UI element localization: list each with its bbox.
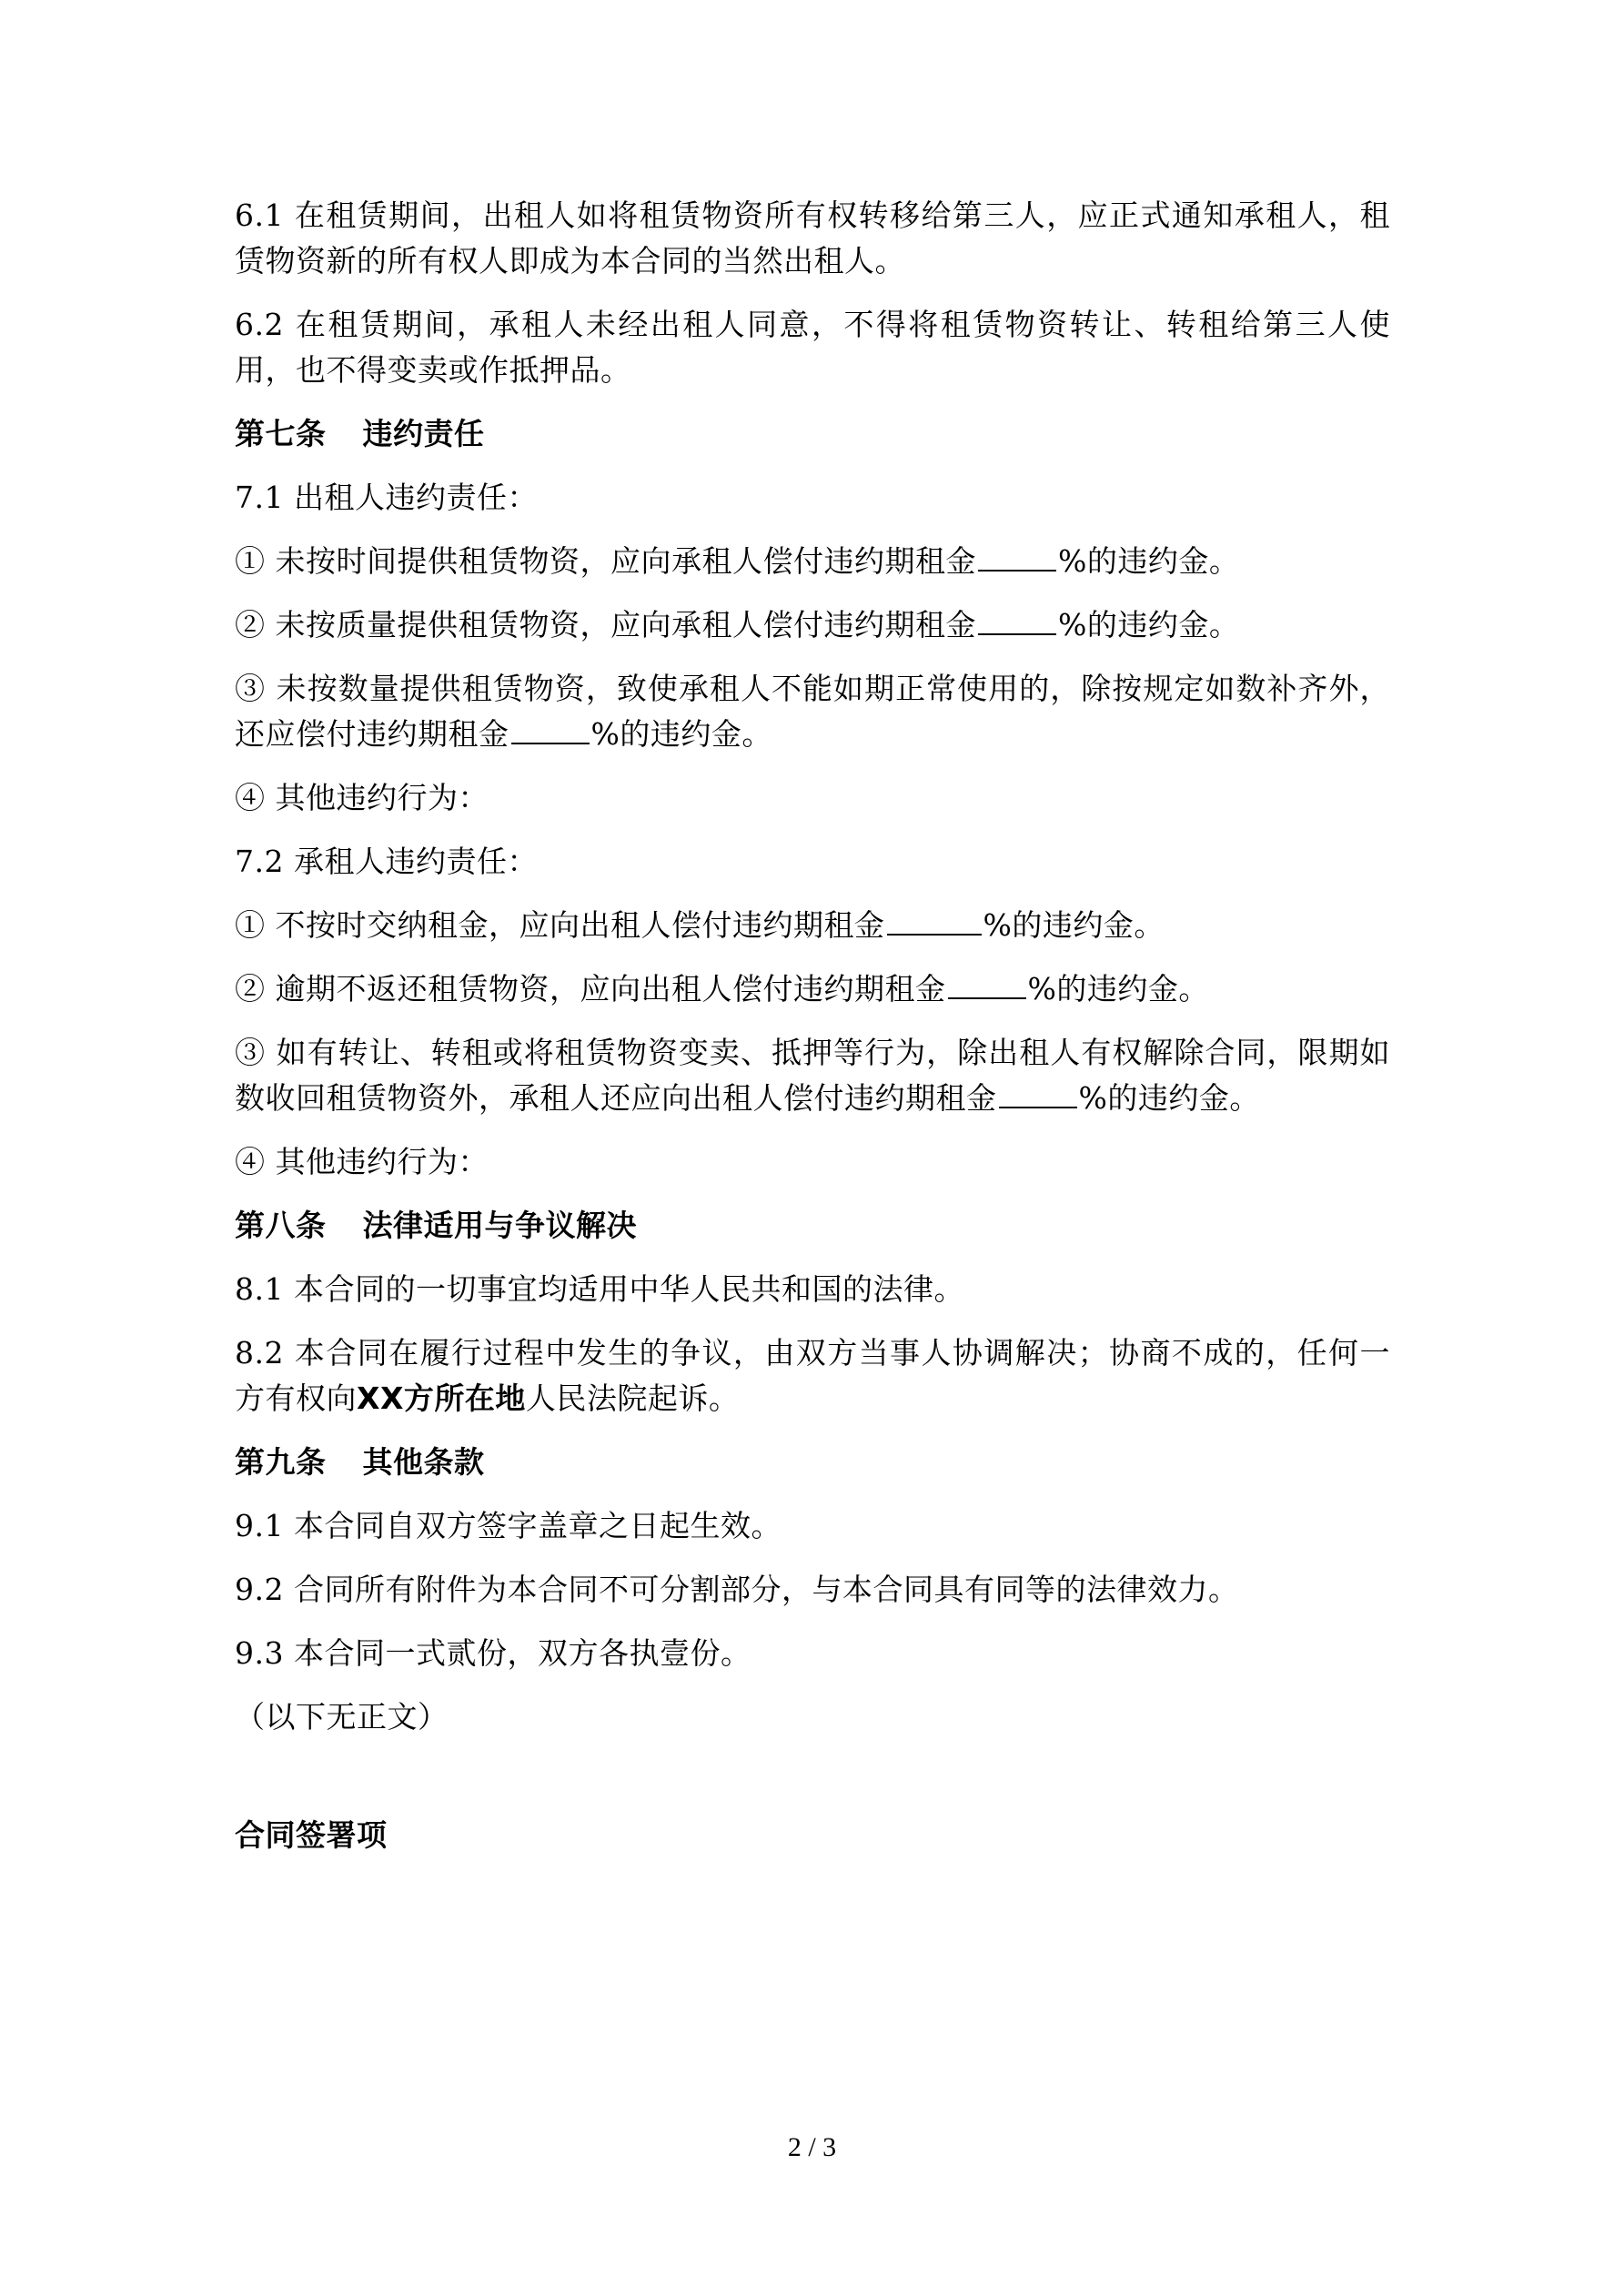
fill-in-blank[interactable] <box>999 1081 1077 1108</box>
clause-7-2-item-1 <box>235 903 1390 948</box>
clause-text: %的违约金。 <box>1027 971 1209 1006</box>
document-body <box>235 193 1390 1876</box>
end-of-text-note: （以下无正文） <box>235 1699 449 1735</box>
clause-7-2: 7.2 承租人违约责任： <box>235 844 538 879</box>
clause-text: ② 未按质量提供租赁物资，应向承租人偿付违约期租金 <box>235 607 976 642</box>
clause-7-1-item-3 <box>235 666 1390 757</box>
clause-text: ③ 未按数量提供租赁物资，致使承租人不能如期正常使用的，除按规定如数补齐外，还应偿付违约期租金 <box>235 671 1390 752</box>
clause-7-1: 7.1 出租人违约责任： <box>235 480 538 515</box>
signature-section-heading: 合同签署项 <box>235 1817 388 1853</box>
clause-text: ① 不按时交纳租金，应向出租人偿付违约期租金 <box>235 907 885 943</box>
page-number: 2 / 3 <box>787 2132 837 2162</box>
fill-in-blank[interactable] <box>978 544 1056 571</box>
article-7-title: 违约责任 <box>362 416 485 451</box>
clause-7-1-item-4: ④ 其他违约行为： <box>235 780 489 815</box>
clause-6-1: 6.1 在租赁期间，出租人如将租赁物资所有权转移给第三人，应正式通知承租人，租赁物资新的所有权人即成为本合同的当然出租人。 <box>235 197 1390 278</box>
clause-7-2-item-4: ④ 其他违约行为： <box>235 1144 489 1179</box>
clause-text: %的违约金。 <box>590 716 772 752</box>
clause-6-2: 6.2 在租赁期间，承租人未经出租人同意，不得将租赁物资转让、转租给第三人使用，也不得变卖或作抵押品。 <box>235 307 1390 388</box>
article-8-number: 第八条 <box>235 1208 327 1243</box>
article-7-number: 第七条 <box>235 416 327 451</box>
article-8-heading <box>235 1203 1390 1249</box>
fill-in-blank[interactable] <box>948 972 1026 999</box>
court-location: XX方所在地 <box>357 1381 526 1416</box>
fill-in-blank[interactable] <box>978 608 1056 635</box>
clause-7-1-item-1 <box>235 539 1390 584</box>
clause-text: %的违约金。 <box>1058 607 1240 642</box>
clause-text: ② 逾期不返还租赁物资，应向出租人偿付违约期租金 <box>235 971 946 1006</box>
clause-9-3: 9.3 本合同一式贰份，双方各执壹份。 <box>235 1635 751 1671</box>
clause-text: %的违约金。 <box>1058 543 1240 579</box>
clause-text: ③ 如有转让、转租或将租赁物资变卖、抵押等行为，除出租人有权解除合同，限期如数收回租赁物资外，承租人还应向出租人偿付违约期租金 <box>235 1035 1390 1116</box>
clause-8-1: 8.1 本合同的一切事宜均适用中华人民共和国的法律。 <box>235 1271 964 1307</box>
fill-in-blank[interactable] <box>511 717 590 744</box>
clause-text: %的违约金。 <box>1078 1080 1260 1116</box>
clause-text: 人民法院起诉。 <box>525 1381 740 1416</box>
article-8-title: 法律适用与争议解决 <box>362 1208 637 1243</box>
clause-9-2: 9.2 合同所有附件为本合同不可分割部分，与本合同具有同等的法律效力。 <box>235 1572 1239 1607</box>
clause-7-2-item-3 <box>235 1030 1390 1121</box>
article-9-number: 第九条 <box>235 1444 327 1480</box>
clause-9-1: 9.1 本合同自双方签字盖章之日起生效。 <box>235 1508 782 1543</box>
article-7-heading <box>235 411 1390 457</box>
clause-text: ① 未按时间提供租赁物资，应向承租人偿付违约期租金 <box>235 543 976 579</box>
spacer <box>235 1758 1390 1813</box>
fill-in-blank[interactable] <box>887 908 982 936</box>
clause-8-2 <box>235 1330 1390 1421</box>
clause-text: 8.2 本合同在履行过程中发生的争议，由双方当事人协调解决；协商不成的，任何一方有权向 <box>235 1335 1390 1416</box>
article-9-heading <box>235 1440 1390 1485</box>
clause-7-1-item-2 <box>235 602 1390 648</box>
article-9-title: 其他条款 <box>362 1444 485 1480</box>
clause-7-2-item-2 <box>235 966 1390 1012</box>
clause-text: %的违约金。 <box>983 907 1165 943</box>
